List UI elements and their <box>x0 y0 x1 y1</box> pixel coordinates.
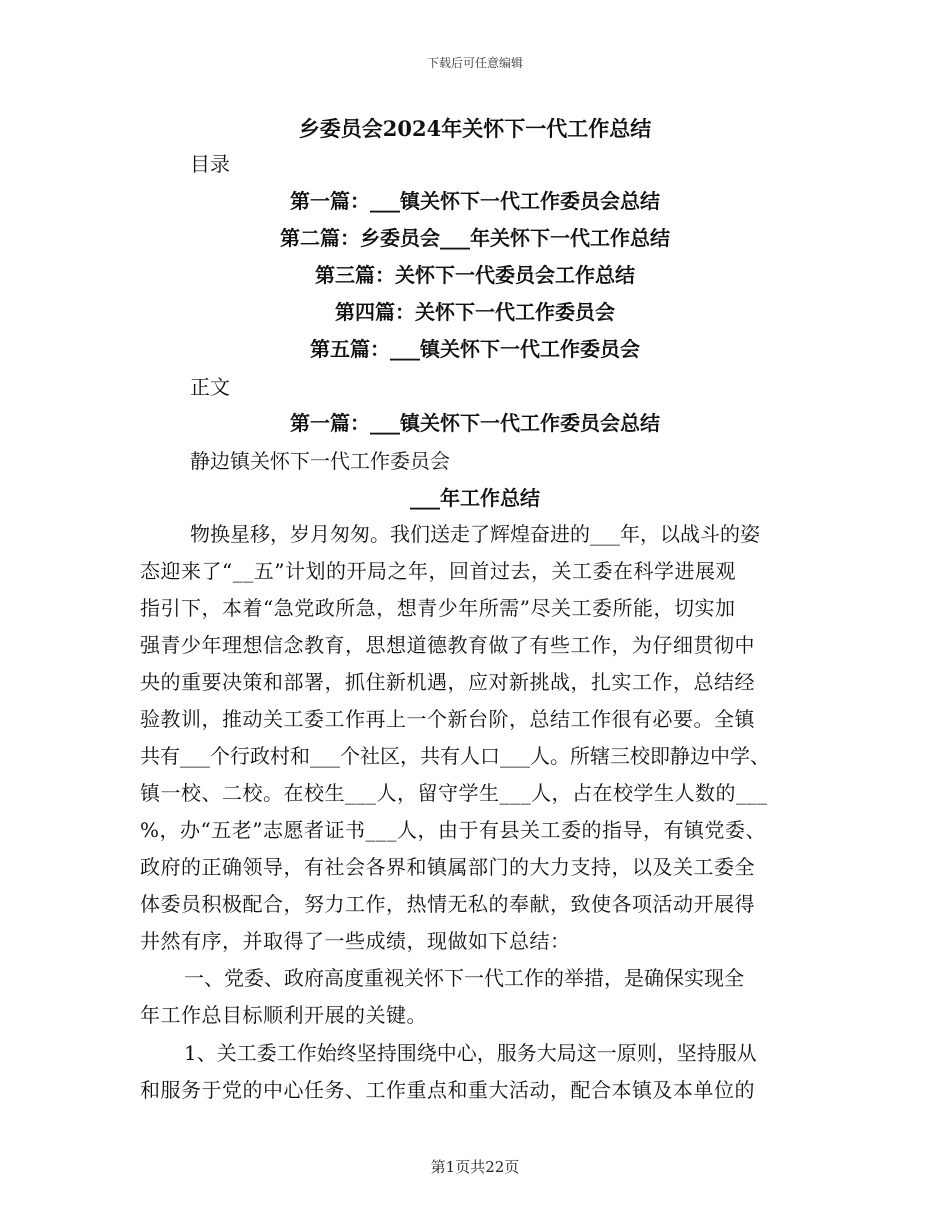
body-line-10: 政府的正确领导，有社会各界和镇属部门的大力支持，以及关工委全 <box>140 855 755 879</box>
body-line-15: 1、关工委工作始终坚持围绕中心，服务大局这一原则，坚持服从 <box>184 1041 757 1065</box>
page-footer: 第1页共22页 <box>430 1158 520 1176</box>
body-line-1: 物换星移，岁月匆匆。我们送走了辉煌奋进的___年，以战斗的姿 <box>190 522 760 546</box>
body-line-2: 态迎来了“__五”计划的开局之年，回首过去，关工委在科学进展观 <box>140 559 736 583</box>
toc-item-2[interactable]: 第二篇：乡委员会___年关怀下一代工作总结 <box>280 226 670 250</box>
body-line-4: 强青少年理想信念教育，思想道德教育做了有些工作，为仔细贯彻中 <box>140 633 755 657</box>
body-line-3: 指引下，本着“急党政所急，想青少年所需”尽关工委所能，切实加 <box>140 596 736 620</box>
body-label: 正文 <box>190 375 230 399</box>
org-line: 静边镇关怀下一代工作委员会 <box>190 449 450 473</box>
toc-label: 目录 <box>190 152 230 176</box>
body-line-5: 央的重要决策和部署，抓住新机遇，应对新挑战，扎实工作，总结经 <box>140 670 755 694</box>
body-line-9: %，办“五老”志愿者证书___人，由于有县关工委的指导，有镇党委、 <box>140 818 766 842</box>
section-heading: 第一篇：___镇关怀下一代工作委员会总结 <box>290 411 660 435</box>
subtitle: ___年工作总结 <box>410 486 540 510</box>
body-line-14: 年工作总目标顺利开展的关键。 <box>140 1003 427 1027</box>
body-line-6: 验教训，推动关工委工作再上一个新台阶，总结工作很有必要。全镇 <box>140 707 755 731</box>
toc-item-3[interactable]: 第三篇：关怀下一代委员会工作总结 <box>315 263 635 287</box>
toc-item-1[interactable]: 第一篇：___镇关怀下一代工作委员会总结 <box>290 189 660 213</box>
body-line-16: 和服务于党的中心任务、工作重点和重大活动，配合本镇及本单位的 <box>140 1078 755 1102</box>
body-line-7: 共有___个行政村和___个社区，共有人口___人。所辖三校即静边中学、 <box>140 744 770 768</box>
document-title: 乡委员会2024年关怀下一代工作总结 <box>298 116 652 141</box>
body-line-12: 井然有序，并取得了一些成绩，现做如下总结： <box>140 929 571 953</box>
body-line-8: 镇一校、二校。在校生___人，留守学生___人，占在校学生人数的___ <box>140 781 768 805</box>
page-header: 下载后可任意编辑 <box>426 56 523 70</box>
toc-item-5[interactable]: 第五篇：___镇关怀下一代工作委员会 <box>310 337 640 361</box>
body-line-11: 体委员积极配合，努力工作，热情无私的奉献，致使各项活动开展得 <box>140 892 755 916</box>
body-line-13: 一、党委、政府高度重视关怀下一代工作的举措，是确保实现全 <box>184 966 744 990</box>
toc-item-4[interactable]: 第四篇：关怀下一代工作委员会 <box>335 300 615 324</box>
